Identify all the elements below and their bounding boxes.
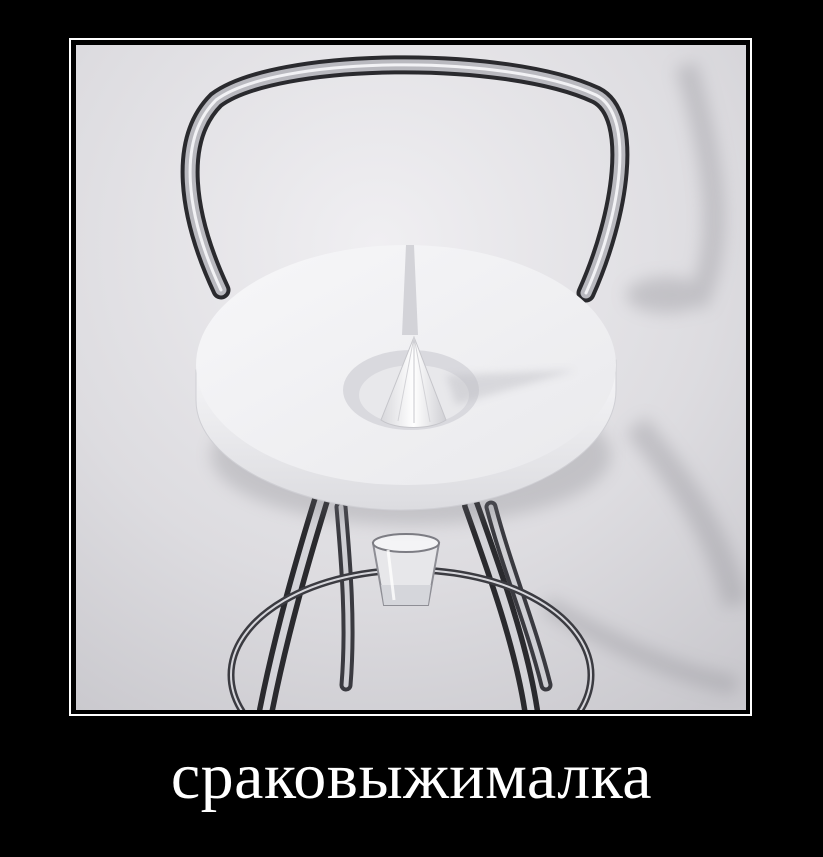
chair-seat bbox=[196, 245, 616, 510]
chair-photo bbox=[76, 45, 746, 710]
shot-glass bbox=[373, 534, 439, 605]
caption-text: сраковыжималка bbox=[170, 740, 653, 813]
